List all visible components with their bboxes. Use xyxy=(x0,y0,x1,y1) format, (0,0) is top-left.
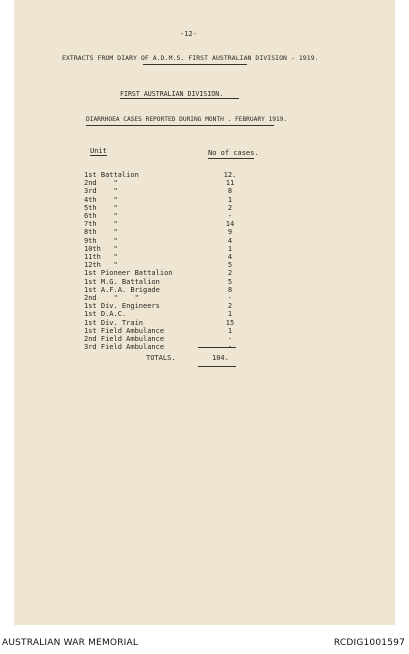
row-unit: 1st Div. Engineers xyxy=(84,302,160,311)
cases-column-underline xyxy=(208,158,254,159)
division-title: FIRST AUSTRALIAN DIVISION. xyxy=(120,90,224,98)
row-unit: 3rd Field Ambulance xyxy=(84,343,165,352)
row-cases: 4 xyxy=(227,236,233,245)
row-cases: 12. xyxy=(223,171,237,179)
unit-column-header: Unit xyxy=(90,147,107,155)
report-title-underline xyxy=(86,125,274,126)
unit-column-underline xyxy=(90,155,107,156)
row-cases: 1 xyxy=(227,310,233,319)
row-cases: 15 xyxy=(225,318,235,327)
row-cases: 8 xyxy=(227,285,233,294)
row-unit: 1st Pioneer Battalion xyxy=(84,269,173,278)
footer-reference: RCDIG1001597 xyxy=(333,638,405,648)
row-cases: 9 xyxy=(227,228,233,237)
totals-rule-bottom xyxy=(198,366,236,367)
row-unit: 5th " xyxy=(84,203,118,212)
row-cases: 1 xyxy=(227,244,233,253)
page-number: -12- xyxy=(180,30,197,38)
row-cases: 4 xyxy=(227,253,233,261)
row-unit: 1st D.A.C. xyxy=(84,310,127,319)
row-unit: 8th " xyxy=(84,228,118,237)
row-cases: 2 xyxy=(227,203,233,212)
row-unit: 1st Field Ambulance xyxy=(84,326,165,335)
row-cases: 11 xyxy=(225,179,235,188)
row-cases: 2 xyxy=(227,302,233,311)
row-unit: 1st A.F.A. Brigade xyxy=(84,285,160,294)
row-unit: 6th " xyxy=(84,212,118,220)
row-cases: 5 xyxy=(227,277,233,286)
row-unit: 10th " xyxy=(84,244,118,253)
row-unit: 9th " xyxy=(84,236,118,245)
row-cases: 1 xyxy=(227,195,233,204)
row-unit: 4th " xyxy=(84,195,118,204)
row-unit: 12th " xyxy=(84,261,118,270)
row-cases: 5 xyxy=(227,261,233,270)
row-cases: - xyxy=(227,212,233,220)
row-unit: 2nd " " xyxy=(84,294,139,302)
row-unit: 1st Div. Train xyxy=(84,318,144,327)
row-unit: 2nd " xyxy=(84,179,118,188)
totals-value: 104. xyxy=(212,354,229,362)
row-unit: 1st Battalion xyxy=(84,171,139,179)
row-cases: 14 xyxy=(225,220,235,229)
row-unit: 3rd " xyxy=(84,187,118,196)
row-cases: 1 xyxy=(227,326,233,335)
row-cases: - xyxy=(227,294,233,302)
totals-rule-top xyxy=(198,347,236,348)
row-unit: 11th " xyxy=(84,253,118,261)
row-cases: - xyxy=(227,335,233,343)
header-underline xyxy=(143,64,247,65)
footer-source: AUSTRALIAN WAR MEMORIAL xyxy=(2,638,139,648)
totals-label: TOTALS. xyxy=(146,354,176,362)
row-unit: 2nd Field Ambulance xyxy=(84,335,165,343)
row-unit: 7th " xyxy=(84,220,118,229)
row-unit: 1st M.G. Battalion xyxy=(84,277,160,286)
cases-column-header: No of cases. xyxy=(208,149,259,157)
division-title-underline xyxy=(120,98,239,99)
row-cases: 2 xyxy=(227,269,233,278)
report-title: DIARRHOEA CASES REPORTED DURING MONTH . FEBRUARY 1919. xyxy=(86,116,288,123)
diary-header: EXTRACTS FROM DIARY OF A.D.M.S. FIRST AUSTRALIAN DIVISION - 1919. xyxy=(62,54,319,62)
row-cases: 8 xyxy=(227,187,233,196)
